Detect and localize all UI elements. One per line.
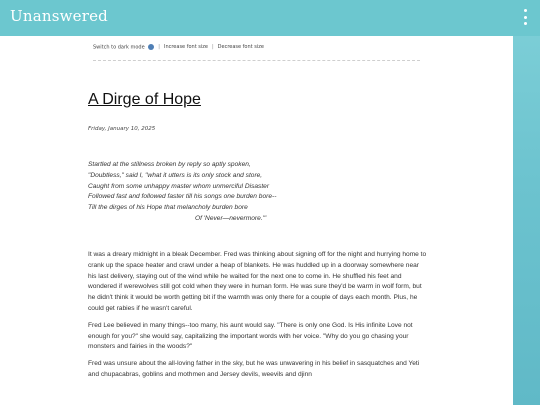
post-title[interactable]: A Dirge of Hope [88, 91, 201, 108]
dark-mode-label: Switch to dark mode [93, 44, 145, 51]
decrease-font-button[interactable]: Decrease font size [217, 44, 264, 51]
post-date: Friday, January 10, 2025 [88, 126, 156, 132]
menu-dot [524, 16, 527, 19]
toolbar-separator: | [211, 44, 214, 51]
kebab-menu-icon[interactable] [522, 9, 528, 25]
poem-line: Till the dirges of his Hope that melancholy burden bore [88, 204, 248, 212]
body-paragraph: It was a dreary midnight in a bleak December. Fred was thinking about signing off for the night and hurrying home to crank up the space heater and crawl under a heap of blankets. He was huddled up in a doorway somewhere near his last delivery, staying out of the wind while he waited for the next one to come in. He shuffled his feet and wondered if werewolves still got cold when they were in human form. He was sure they'd be warm in wolf form, but he didn't think it would be worth getting bit if the warmth was only there for a couple of days each month. Plus, he could get rabies if he wasn't careful. [88, 251, 427, 312]
poem-line: Followed fast and followed faster till his songs one burden bore-- [88, 193, 277, 201]
app-header [0, 0, 540, 36]
post-container [0, 36, 513, 405]
reading-toolbar [93, 44, 420, 51]
site-title[interactable]: Unanswered [10, 7, 108, 25]
toolbar-divider [93, 60, 420, 61]
menu-dot [524, 9, 527, 12]
dark-mode-toggle[interactable] [93, 44, 154, 51]
dark-mode-toggle-icon[interactable] [148, 44, 154, 50]
post-body [88, 250, 428, 387]
increase-font-button[interactable]: Increase font size [163, 44, 208, 51]
poem-line: Startled at the stillness broken by reply so aptly spoken, [88, 161, 251, 168]
poem-line: Caught from some unhappy master whom unmerciful Disaster [88, 182, 270, 190]
menu-dot [524, 22, 527, 25]
poem-line: Of 'Never—nevermore.'" [195, 214, 267, 222]
toolbar-separator: | [158, 44, 160, 51]
poem-line: "Doubtless," said I, "what it utters is its only stock and store, [88, 171, 263, 179]
poem-quote [88, 160, 358, 225]
body-paragraph: Fred Lee believed in many things--too many, his aunt would say. "There is only one God. Is His infinite Love not enough for you?" she would say, capitalizing the important words with her voice. "Why do you go chasing your monsters and fairies in the woods?" [88, 321, 413, 351]
body-paragraph: Fred was unsure about the all-loving father in the sky, but he was unwavering in his belief in sasquatches and Yeti and chupacabras, goblins and mothmen and Jersey devils, weevils and djinn [88, 360, 420, 378]
